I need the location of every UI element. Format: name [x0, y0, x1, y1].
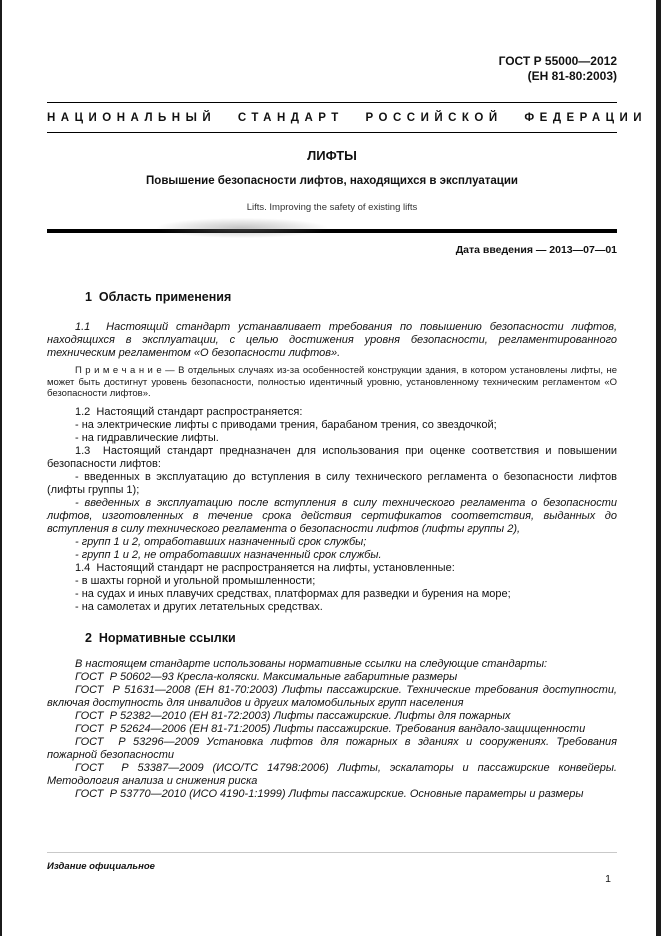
document-title-ru: Повышение безопасности лифтов, находящихся в эксплуатации [146, 175, 518, 187]
standard-type-banner [47, 102, 648, 133]
clause-1-3-item-3: - групп 1 и 2, отработавших назначенный срок службы; [75, 535, 367, 548]
doc-code-number: ГОСТ Р 55000—2012 [498, 54, 617, 68]
normative-reference-6: ГОСТ Р 53387—2009 (ИСО/ТС 14798:2006) Лифты, эскалаторы и пассажирские конвейеры. Методология анализа и снижения риска [47, 761, 617, 787]
normative-reference-1: ГОСТ Р 50602—93 Кресла-коляски. Максимальные габаритные размеры [75, 670, 458, 683]
clause-1-3-item-4: - групп 1 и 2, не отработавших назначенный срок службы. [75, 548, 382, 561]
normative-reference-4: ГОСТ Р 52624—2006 (ЕН 81-71:2005) Лифты пассажирские. Требования вандало-защищенности [75, 722, 586, 735]
page-number: 1 [605, 873, 611, 885]
clause-1-2-item-1: - на электрические лифты с приводами трения, барабаном трения, со звездочкой; [75, 418, 497, 431]
doc-code [47, 54, 617, 84]
section-2-intro: В настоящем стандарте использованы нормативные ссылки на следующие стандарты: [75, 657, 548, 670]
footer-rule [47, 852, 617, 853]
clause-1-4-item-3: - на самолетах и других летательных средствах. [75, 600, 323, 613]
clause-1-4: 1.4 Настоящий стандарт не распространяется на лифты, установленные: [75, 561, 455, 574]
scan-edge-left [0, 0, 2, 936]
doc-code-en-ref: (ЕН 81-80:2003) [527, 69, 617, 83]
clause-1-1-note: П р и м е ч а н и е — В отдельных случаях из-за особенностей конструкции здания, в котором установлены лифты, не может быть достигнут уровень безопасности, полностью идентичный уровню, установленному техническим регламентом «О безопасности лифтов». [47, 365, 617, 400]
clause-1-2-item-2: - на гидравлические лифты. [75, 431, 219, 444]
clause-1-3-item-2: - введенных в эксплуатацию после вступления в силу технического регламента о безопасности лифтов, изготовленных в течение срока действия сертификатов соответствия, выданных до вступления в силу технического регламента о безопасности лифтов (лифты группы 2), [47, 496, 617, 535]
section-2-heading: 2 Нормативные ссылки [85, 630, 236, 645]
scan-edge-right [656, 0, 661, 936]
official-edition-label: Издание официальное [47, 861, 155, 872]
clause-1-4-item-1: - в шахты горной и угольной промышленности; [75, 574, 316, 587]
normative-reference-2: ГОСТ Р 51631—2008 (ЕН 81-70:2003) Лифты пассажирские. Технические требования доступности, включая доступность для инвалидов и других маломобильных групп населения [47, 683, 617, 709]
clause-1-1: 1.1 Настоящий стандарт устанавливает требования по повышению безопасности лифтов, находящихся в эксплуатации, с целью достижения уровня безопасности, регламентированного техническим регламентом «О безопасности лифтов». [47, 321, 617, 359]
scan-smudge-artifact [157, 218, 327, 238]
section-1-heading: 1 Область применения [85, 290, 232, 304]
document-title-en: Lifts. Improving the safety of existing lifts [246, 202, 418, 213]
page-content [47, 0, 648, 801]
title-separator-rule [47, 229, 617, 233]
clause-1-2: 1.2 Настоящий стандарт распространяется: [75, 405, 303, 418]
clause-1-3: 1.3 Настоящий стандарт предназначен для использования при оценке соответствия и повышении безопасности лифтов: [47, 444, 617, 470]
clause-1-3-item-1: - введенных в эксплуатацию до вступления в силу технического регламента о безопасности лифтов (лифты группы 1); [47, 470, 617, 496]
clause-1-4-item-2: - на судах и иных плавучих средствах, платформах для разведки и бурения на море; [75, 587, 511, 600]
standard-type-label: НАЦИОНАЛЬНЫЙ СТАНДАРТ РОССИЙСКОЙ ФЕДЕРАЦИИ [47, 112, 648, 124]
effective-date: Дата введения — 2013—07—01 [455, 244, 617, 256]
document-subject: ЛИФТЫ [307, 148, 357, 163]
normative-reference-3: ГОСТ Р 52382—2010 (ЕН 81-72:2003) Лифты пассажирские. Лифты для пожарных [75, 709, 511, 722]
normative-reference-5: ГОСТ Р 53296—2009 Установка лифтов для пожарных в зданиях и сооружениях. Требования пожарной безопасности [47, 735, 617, 761]
normative-reference-7: ГОСТ Р 53770—2010 (ИСО 4190-1:1999) Лифты пассажирские. Основные параметры и размеры [75, 787, 584, 800]
